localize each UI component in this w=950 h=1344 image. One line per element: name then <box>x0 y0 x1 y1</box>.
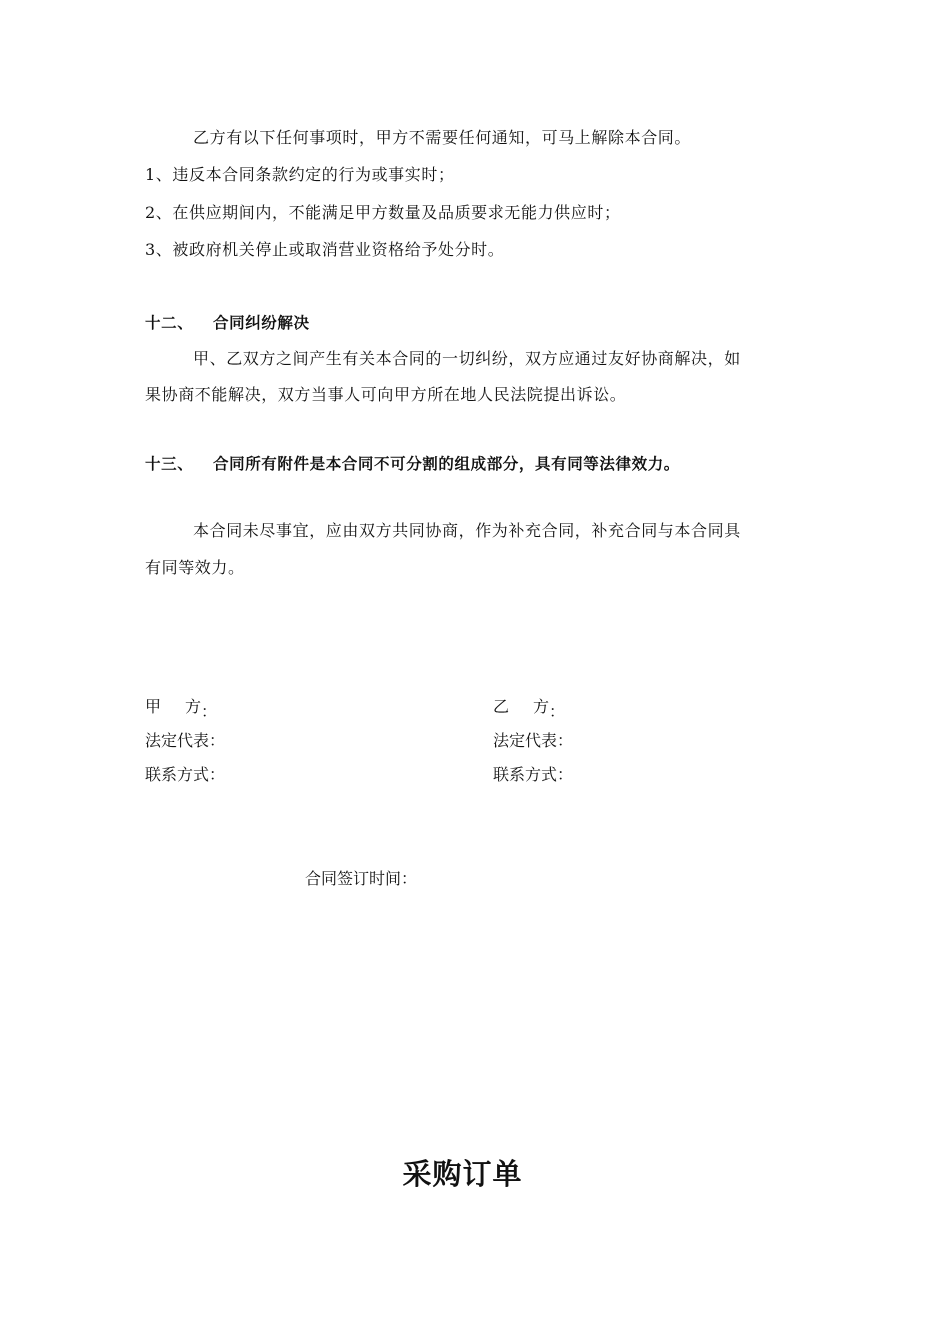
party-a-label: 甲 方 ： <box>145 697 218 721</box>
party-a-contact: 联系方式： <box>145 765 226 784</box>
section-13-title: 合同所有附件是本合同不可分割的组成部分，具有同等法律效力。 <box>213 455 680 473</box>
party-b-label: 乙 方 ： <box>493 697 566 721</box>
section-12-title: 合同纠纷解决 <box>213 314 310 332</box>
termination-item-2: 2、在供应期间内，不能满足甲方数量及品质要求无能力供应时； <box>145 203 621 222</box>
section-12-paragraph-line-1: 甲、乙双方之间产生有关本合同的一切纠纷，双方应通过友好协商解决，如 <box>193 349 741 368</box>
termination-intro: 乙方有以下任何事项时，甲方不需要任何通知，可马上解除本合同。 <box>193 128 692 147</box>
section-13-heading <box>145 454 680 474</box>
termination-item-1: 1、违反本合同条款约定的行为或事实时； <box>145 165 455 184</box>
party-b-contact: 联系方式： <box>493 765 574 784</box>
section-13-paragraph-line-2: 有同等效力。 <box>145 558 245 577</box>
section-12-paragraph-line-2: 果协商不能解决，双方当事人可向甲方所在地人民法院提出诉讼。 <box>145 385 627 404</box>
party-a-legal-rep: 法定代表： <box>145 731 226 750</box>
section-13-paragraph-line-1: 本合同未尽事宜，应由双方共同协商，作为补充合同，补充合同与本合同具 <box>193 521 741 540</box>
section-12-heading <box>145 313 310 333</box>
termination-item-3: 3、被政府机关停止或取消营业资格给予处分时。 <box>145 240 505 259</box>
contract-sign-date: 合同签订时间： <box>305 869 418 888</box>
party-b-legal-rep: 法定代表： <box>493 731 574 750</box>
section-12-number: 十二、 <box>145 314 194 332</box>
purchase-order-title: 采购订单 <box>402 1157 523 1191</box>
section-13-number: 十三、 <box>145 455 194 473</box>
